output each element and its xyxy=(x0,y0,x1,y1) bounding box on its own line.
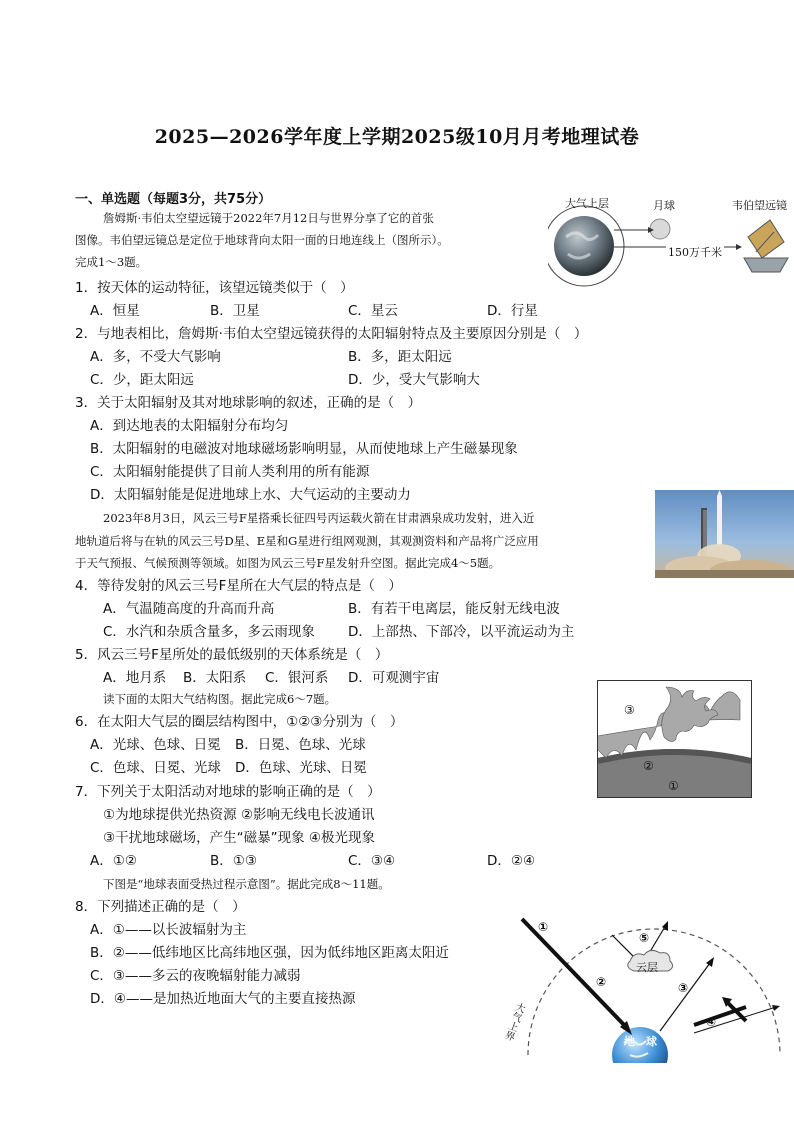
question-5: 5．风云三号F星所处的最低级别的天体系统是（ ） xyxy=(75,647,389,663)
q7-option-d: D．②④ xyxy=(487,853,536,869)
earth-icon xyxy=(554,216,614,276)
q6-option-b: B．日冕、色球、光球 xyxy=(235,737,366,753)
passage-line: 地轨道后将与在轨的风云三号D星、E星和G星进行组网观测，其观测资料和产品将广泛应用 xyxy=(75,533,539,548)
label-1: ① xyxy=(668,779,679,793)
question-2: 2．与地表相比，詹姆斯·韦伯太空望远镜获得的太阳辐射特点及主要原因分别是（ ） xyxy=(75,326,588,342)
telescope-label: 韦伯望远镜 xyxy=(732,199,787,212)
q5-option-a: A．地月系 xyxy=(103,670,167,686)
passage-3: 读下面的太阳大气结构图。据此完成6～7题。 xyxy=(103,692,337,706)
passage-1 xyxy=(75,207,545,273)
q1-option-b: B．卫星 xyxy=(210,303,260,319)
q1-option-c: C．星云 xyxy=(348,303,398,319)
section-heading: 一、单选题（每题3分，共75分） xyxy=(75,192,272,207)
passage-4: 下图是“地球表面受热过程示意图”。据此完成8～11题。 xyxy=(103,877,390,891)
passage-line: 2023年8月3日，风云三号F星搭乘长征四号丙运载火箭在甘肃酒泉成功发射，进入近 xyxy=(103,511,535,525)
question-1: 1．按天体的运动特征，该望远镜类似于（ ） xyxy=(75,280,354,296)
q4-option-d: D．上部热、下部冷，以平流运动为主 xyxy=(348,624,575,640)
cloud-label: 云层 xyxy=(636,961,658,974)
passage-line: 于天气预报、气候预测等领域。如图为风云三号F星发射升空图。据此完成4～5题。 xyxy=(75,556,501,570)
q3-option-c: C．太阳辐射能提供了目前人类利用的所有能源 xyxy=(90,464,370,480)
marker-3: ③ xyxy=(678,981,689,995)
label-2: ② xyxy=(643,759,654,773)
q3-option-b: B．太阳辐射的电磁波对地球磁场影响明显，从而使地球上产生磁暴现象 xyxy=(90,441,518,457)
atmosphere-top-label: 大气上界 xyxy=(501,1000,526,1042)
passage-line: 完成1～3题。 xyxy=(75,255,148,269)
q8-option-a: A．①——以长波辐射为主 xyxy=(90,922,247,938)
q8-option-d: D．④——是加热近地面大气的主要直接热源 xyxy=(90,991,356,1007)
atmosphere-label: 大气上层 xyxy=(565,197,609,210)
passage-line: 詹姆斯·韦伯太空望远镜于2022年7月12日与世界分享了它的首张 xyxy=(103,211,434,225)
q7-option-a: A．①② xyxy=(90,853,137,869)
question-7: 7．下列关于太阳活动对地球的影响正确的是（ ） xyxy=(75,784,381,800)
marker-4: ④ xyxy=(706,1015,717,1029)
prominence-shape xyxy=(662,687,718,742)
passage-line: 图像。韦伯望远镜总是定位于地球背向太阳一面的日地连线上（图所示）。 xyxy=(75,233,449,247)
marker-2: ② xyxy=(596,975,607,989)
page-title: 2025—2026学年度上学期2025级10月月考地理试卷 xyxy=(154,126,640,148)
label-3: ③ xyxy=(624,703,635,717)
q7-statement-1: ①为地球提供光热资源 ②影响无线电长波通讯 xyxy=(103,807,375,823)
q2-option-a: A．多，不受大气影响 xyxy=(90,349,221,365)
distance-label: 150万千米 xyxy=(668,246,722,259)
q7-statement-2: ③干扰地球磁场，产生“磁暴”现象 ④极光现象 xyxy=(103,830,375,846)
rocket-launch-photo xyxy=(655,490,794,578)
marker-5: ⑤ xyxy=(639,931,650,945)
q6-option-d: D．色球、光球、日冕 xyxy=(235,760,367,776)
telescope-icon xyxy=(744,220,788,272)
q4-option-c: C．水汽和杂质含量多，多云雨现象 xyxy=(103,624,315,640)
marker-1: ① xyxy=(538,920,549,934)
moon-icon xyxy=(650,219,670,239)
q7-option-b: B．①③ xyxy=(210,853,257,869)
q4-option-b: B．有若干电离层，能反射无线电波 xyxy=(348,601,560,617)
sun-atmosphere-figure xyxy=(597,680,752,798)
q3-option-d: D．太阳辐射能是促进地球上水、大气运动的主要动力 xyxy=(90,487,411,503)
question-4: 4．等待发射的风云三号F星所在大气层的特点是（ ） xyxy=(75,578,402,594)
earth-heating-figure xyxy=(500,905,794,1063)
q3-option-a: A．到达地表的太阳辐射分布均匀 xyxy=(90,418,289,434)
question-6: 6．在太阳大气层的圈层结构图中，①②③分别为（ ） xyxy=(75,714,404,730)
earth-label: 地 球 xyxy=(624,1035,657,1048)
q1-option-a: A．恒星 xyxy=(90,303,140,319)
q5-option-d: D．可观测宇宙 xyxy=(348,670,440,686)
q4-option-a: A．气温随高度的升高而升高 xyxy=(103,601,275,617)
q2-option-b: B．多，距太阳远 xyxy=(348,349,452,365)
q6-option-a: A．光球、色球、日冕 xyxy=(90,737,221,753)
telescope-figure xyxy=(548,192,794,292)
q7-option-c: C．③④ xyxy=(348,853,396,869)
q6-option-c: C．色球、日冕、光球 xyxy=(90,760,221,776)
moon-label: 月球 xyxy=(653,199,675,212)
question-8: 8．下列描述正确的是（ ） xyxy=(75,899,246,915)
q5-option-b: B．太阳系 xyxy=(183,670,247,686)
q1-option-d: D．行星 xyxy=(487,303,538,319)
q5-option-c: C．银河系 xyxy=(265,670,329,686)
q8-option-c: C．③——多云的夜晚辐射能力减弱 xyxy=(90,968,301,984)
q2-option-c: C．少，距太阳远 xyxy=(90,372,194,388)
q8-option-b: B．②——低纬地区比高纬地区强，因为低纬地区距离太阳近 xyxy=(90,945,449,961)
q2-option-d: D．少，受大气影响大 xyxy=(348,372,480,388)
question-3: 3．关于太阳辐射及其对地球影响的叙述，正确的是（ ） xyxy=(75,395,422,411)
passage-2 xyxy=(75,507,655,575)
